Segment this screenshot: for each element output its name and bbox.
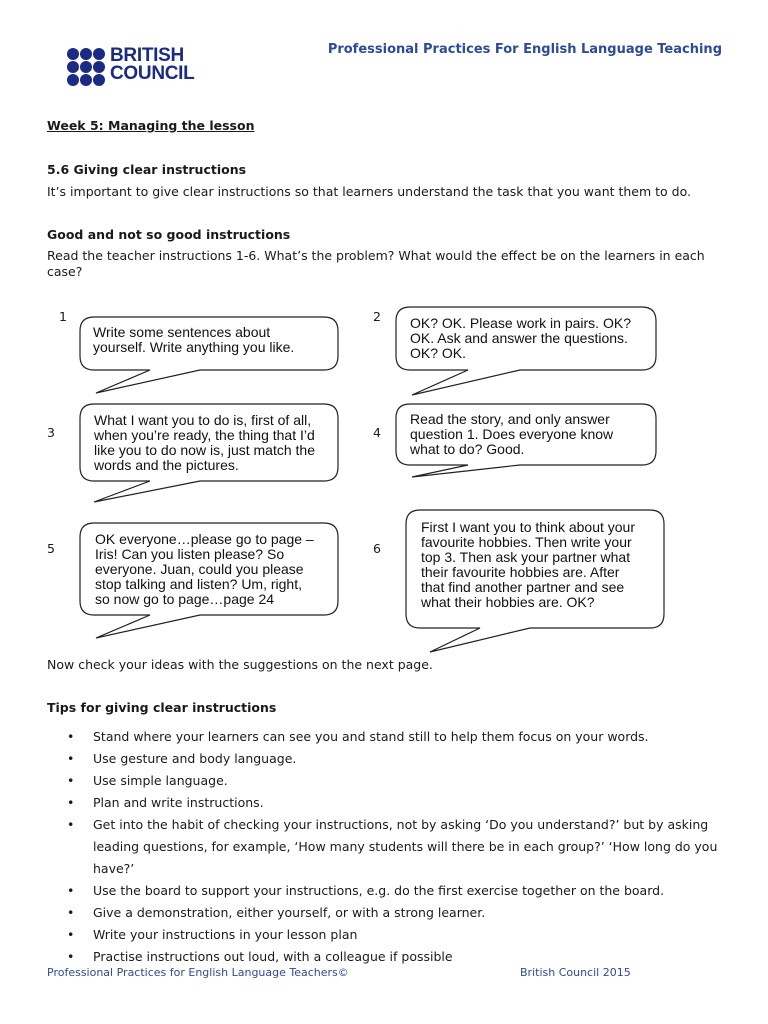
bubble-line: yourself. Write anything you like.: [93, 339, 295, 355]
bubble-number-5: 5: [47, 541, 55, 556]
bullet-icon: •: [67, 949, 75, 964]
tip-item: [47, 924, 727, 946]
week-title: Week 5: Managing the lesson: [47, 118, 255, 133]
bubble-number-1: 1: [59, 309, 67, 324]
bubble-line: Read the story, and only answer: [410, 411, 610, 427]
bubble-line: like you to do now is, just match the: [94, 442, 315, 458]
bullet-icon: •: [67, 905, 75, 920]
bubble-line: that find another partner and see: [421, 579, 625, 595]
tip-item: [47, 946, 727, 968]
header-title: Professional Practices For English Language Teaching: [327, 42, 722, 57]
tip-text: Give a demonstration, either yourself, or with a strong learner.: [93, 905, 486, 920]
tip-text: Use the board to support your instructions, e.g. do the first exercise together on the board.: [93, 883, 665, 898]
bubble-line: their favourite hobbies are. After: [421, 564, 620, 580]
good-bad-prompt: Read the teacher instructions 1-6. What’s the problem? What would the effect be on the learners in each case?: [47, 248, 705, 279]
bubble-text-1: [93, 325, 294, 355]
tip-text: Stand where your learners can see you and stand still to help them focus on your words.: [93, 729, 649, 744]
bubble-line: OK everyone…please go to page –: [95, 531, 314, 547]
section-intro: It’s important to give clear instructions so that learners understand the task that you want them to do.: [47, 184, 692, 199]
tip-text: Get into the habit of checking your instructions, not by asking ‘Do you understand?’ but by asking leading questions, for example, ‘How many students will there be in each group?’ ‘How long do you have?’: [93, 817, 718, 876]
bullet-icon: •: [67, 751, 75, 766]
tip-item: [47, 748, 727, 770]
bullet-icon: •: [67, 883, 75, 898]
bubble-text-6: [421, 520, 635, 610]
bubble-line: OK? OK. Please work in pairs. OK?: [410, 315, 631, 331]
tip-text: Write your instructions in your lesson plan: [93, 927, 358, 942]
bullet-icon: •: [67, 795, 75, 810]
bubble-line: what to do? Good.: [410, 441, 525, 457]
bubble-line: OK? OK.: [410, 345, 467, 361]
bubble-number-4: 4: [373, 425, 381, 440]
tips-list: [47, 726, 727, 968]
footer-right: British Council 2015: [520, 966, 631, 979]
bubble-line: First I want you to think about your: [421, 519, 635, 535]
tip-text: Use simple language.: [93, 773, 228, 788]
logo-line-2: COUNCIL: [110, 63, 195, 84]
tip-item: [47, 814, 727, 880]
bubble-line: so now go to page…page 24: [95, 591, 275, 607]
bubble-text-2: [410, 316, 631, 361]
bubble-line: everyone. Juan, could you please: [95, 561, 304, 577]
tip-text: Plan and write instructions.: [93, 795, 264, 810]
tip-item: [47, 902, 727, 924]
bubble-text-3: [94, 413, 315, 473]
tip-text: Use gesture and body language.: [93, 751, 297, 766]
bubble-number-6: 6: [373, 541, 381, 556]
tip-item: [47, 770, 727, 792]
bubble-line: top 3. Then ask your partner what: [421, 549, 631, 565]
bullet-icon: •: [67, 729, 75, 744]
bubble-number-3: 3: [47, 425, 55, 440]
section-heading: 5.6 Giving clear instructions: [47, 162, 247, 177]
bubble-line: stop talking and listen? Um, right,: [95, 576, 302, 592]
bubble-line: what their hobbies are. OK?: [421, 594, 595, 610]
bubble-line: when you’re ready, the thing that I’d: [94, 427, 315, 443]
tip-item: [47, 726, 727, 748]
bullet-icon: •: [67, 927, 75, 942]
bubble-line: favourite hobbies. Then write your: [421, 534, 632, 550]
footer-left: Professional Practices for English Language Teachers©: [47, 966, 349, 979]
bubble-line: Iris! Can you listen please? So: [95, 546, 285, 562]
tip-text: Practise instructions out loud, with a colleague if possible: [93, 949, 453, 964]
tip-item: [47, 792, 727, 814]
bullet-icon: •: [67, 817, 75, 832]
bubble-line: Write some sentences about: [93, 324, 271, 340]
bubble-line: What I want you to do is, first of all,: [94, 412, 312, 428]
good-bad-heading: Good and not so good instructions: [47, 227, 291, 242]
bubble-text-5: [95, 532, 314, 607]
bubble-line: words and the pictures.: [94, 457, 239, 473]
bubble-number-2: 2: [373, 309, 381, 324]
tips-heading: Tips for giving clear instructions: [47, 700, 277, 715]
logo-line-1: BRITISH: [110, 45, 184, 66]
tip-item: [47, 880, 727, 902]
bubble-line: OK. Ask and answer the questions.: [410, 330, 628, 346]
bullet-icon: •: [67, 773, 75, 788]
bubble-line: question 1. Does everyone know: [410, 426, 614, 442]
bubble-text-4: [410, 412, 613, 457]
check-note: Now check your ideas with the suggestions on the next page.: [47, 657, 433, 672]
